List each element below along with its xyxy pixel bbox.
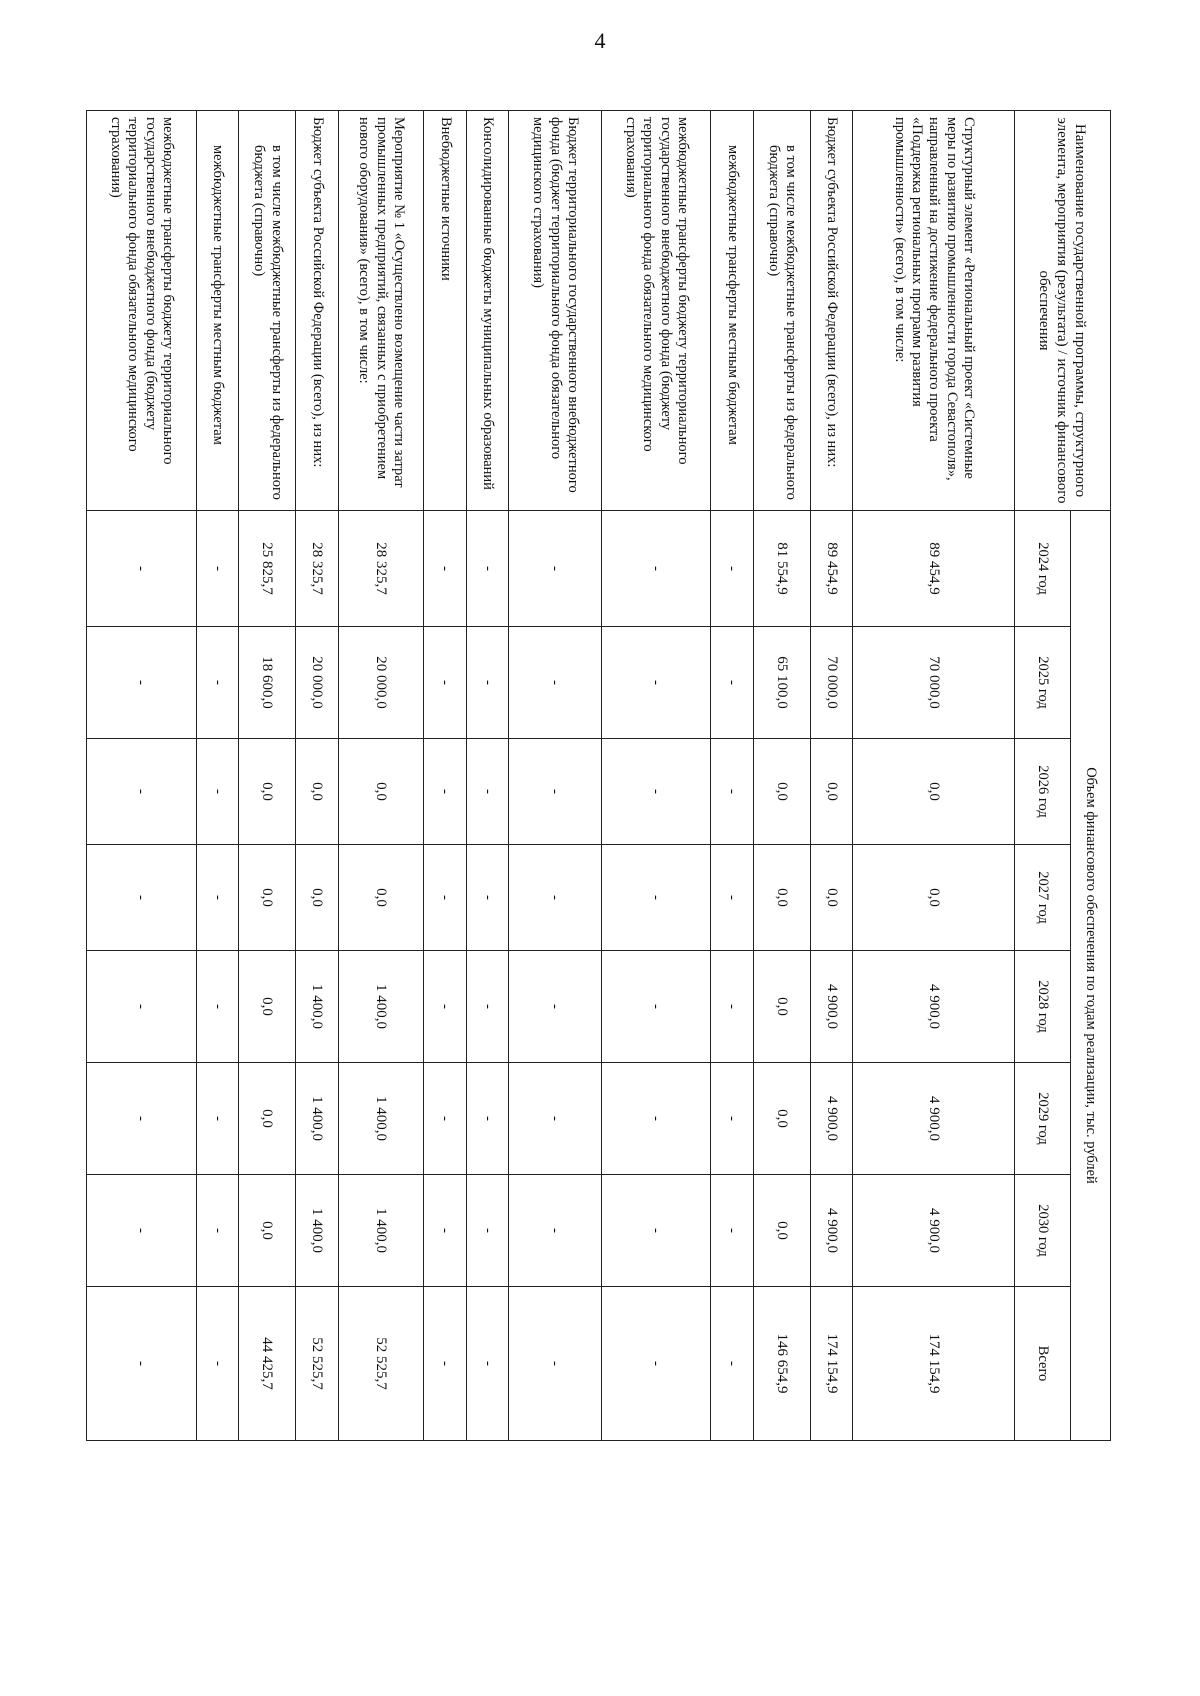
row-value: -	[601, 951, 711, 1063]
row-value: 70 000,0	[810, 627, 853, 739]
row-value: 1 400,0	[338, 1175, 423, 1287]
row-value: 20 000,0	[338, 627, 423, 739]
header-year-6: 2030 год	[1015, 1175, 1071, 1287]
row-value: 0,0	[239, 845, 296, 951]
row-value: -	[424, 511, 467, 627]
header-year-3: 2027 год	[1015, 845, 1071, 951]
row-value: -	[601, 739, 711, 845]
row-value: 4 900,0	[810, 1175, 853, 1287]
row-value: 20 000,0	[295, 627, 338, 739]
row-value: 0,0	[810, 739, 853, 845]
row-value: 174 154,9	[810, 1287, 853, 1441]
row-value: 0,0	[810, 845, 853, 951]
row-value: 0,0	[754, 1175, 811, 1287]
row-name: Внебюджетные источники	[424, 111, 467, 511]
table-row	[754, 111, 811, 1441]
header-year-1: 2025 год	[1015, 627, 1071, 739]
row-value: 1 400,0	[295, 951, 338, 1063]
row-value: 0,0	[754, 739, 811, 845]
table-row	[466, 111, 509, 1441]
rotated-table-container	[86, 110, 1111, 1440]
row-value: -	[601, 627, 711, 739]
row-value: -	[509, 1287, 601, 1441]
row-value: -	[711, 1063, 754, 1175]
row-value: -	[466, 739, 509, 845]
header-year-4: 2028 год	[1015, 951, 1071, 1063]
row-value: -	[196, 845, 239, 951]
row-value: 52 525,7	[295, 1287, 338, 1441]
row-name: в том числе межбюджетные трансферты из федерального бюджета (справочно)	[239, 111, 296, 511]
row-value: -	[509, 627, 601, 739]
row-value: -	[601, 511, 711, 627]
row-name: межбюджетные трансферты бюджету территориального государственного внебюджетного фонда (бюджету территориального фонда обязательного медицинского страхования)	[601, 111, 711, 511]
row-value: -	[711, 1175, 754, 1287]
row-value: 0,0	[239, 739, 296, 845]
row-value: -	[196, 627, 239, 739]
row-value: 0,0	[754, 845, 811, 951]
row-value: 0,0	[338, 739, 423, 845]
row-value: 28 325,7	[338, 511, 423, 627]
table-row	[87, 111, 197, 1441]
table-row	[711, 111, 754, 1441]
row-value: 25 825,7	[239, 511, 296, 627]
row-value: -	[424, 739, 467, 845]
table-row	[810, 111, 853, 1441]
row-name: Мероприятие № 1 «Осуществлено возмещение части затрат промышленных предприятий, связанных с приобретением нового оборудования» (всего), в том числе:	[338, 111, 423, 511]
row-value: 70 000,0	[853, 627, 1015, 739]
row-value: 4 900,0	[853, 1175, 1015, 1287]
row-value: 0,0	[295, 739, 338, 845]
row-name: Бюджет субъекта Российской Федерации (всего), из них:	[810, 111, 853, 511]
row-name: межбюджетные трансферты бюджету территориального государственного внебюджетного фонда (бюджету территориального фонда обязательного медицинского страхования)	[87, 111, 197, 511]
row-value: -	[509, 1063, 601, 1175]
row-value: 65 100,0	[754, 627, 811, 739]
row-value: -	[87, 1063, 197, 1175]
row-value: -	[87, 1175, 197, 1287]
row-name: межбюджетные трансферты местным бюджетам	[711, 111, 754, 511]
row-value: -	[509, 739, 601, 845]
row-value: 4 900,0	[810, 1063, 853, 1175]
row-value: -	[196, 511, 239, 627]
table-row	[196, 111, 239, 1441]
financing-table	[86, 110, 1111, 1441]
row-value: -	[466, 1287, 509, 1441]
table-row	[239, 111, 296, 1441]
row-name: Бюджет субъекта Российской Федерации (всего), из них:	[295, 111, 338, 511]
table-row	[295, 111, 338, 1441]
row-value: 1 400,0	[338, 951, 423, 1063]
row-value: -	[87, 511, 197, 627]
row-value: 0,0	[239, 951, 296, 1063]
row-value: -	[711, 1287, 754, 1441]
row-name: Консолидированные бюджеты муниципальных образований	[466, 111, 509, 511]
row-value: -	[509, 951, 601, 1063]
table-row	[424, 111, 467, 1441]
row-value: -	[711, 845, 754, 951]
row-value: 0,0	[338, 845, 423, 951]
row-value: -	[196, 951, 239, 1063]
row-value: 0,0	[754, 1063, 811, 1175]
row-value: -	[509, 845, 601, 951]
table-row	[601, 111, 711, 1441]
table-row	[509, 111, 601, 1441]
row-value: 4 900,0	[810, 951, 853, 1063]
row-value: -	[601, 1287, 711, 1441]
header-year-0: 2024 год	[1015, 511, 1071, 627]
row-value: 28 325,7	[295, 511, 338, 627]
row-value: 18 600,0	[239, 627, 296, 739]
header-year-2: 2026 год	[1015, 739, 1071, 845]
row-value: 0,0	[853, 845, 1015, 951]
row-value: 146 654,9	[754, 1287, 811, 1441]
row-value: 1 400,0	[295, 1175, 338, 1287]
row-value: 81 554,9	[754, 511, 811, 627]
row-value: 1 400,0	[295, 1063, 338, 1175]
row-value: 0,0	[239, 1175, 296, 1287]
row-value: 0,0	[295, 845, 338, 951]
row-value: -	[466, 951, 509, 1063]
row-value: -	[196, 1175, 239, 1287]
header-year-5: 2029 год	[1015, 1063, 1071, 1175]
row-value: -	[711, 739, 754, 845]
row-value: -	[509, 511, 601, 627]
row-value: -	[87, 951, 197, 1063]
row-value: 44 425,7	[239, 1287, 296, 1441]
row-value: 0,0	[853, 739, 1015, 845]
row-value: -	[711, 951, 754, 1063]
header-year-7: Всего	[1015, 1287, 1071, 1441]
row-value: -	[87, 845, 197, 951]
row-value: -	[196, 739, 239, 845]
row-value: 4 900,0	[853, 951, 1015, 1063]
row-value: 1 400,0	[338, 1063, 423, 1175]
header-name-column: Наименование государственной программы, структурного элемента, мероприятия (результата) / источник финансового обеспечения	[1015, 111, 1111, 511]
row-value: 52 525,7	[338, 1287, 423, 1441]
row-value: 89 454,9	[810, 511, 853, 627]
row-value: -	[509, 1175, 601, 1287]
row-name: Структурный элемент «Региональный проект «Системные меры по развитию промышленности города Севастополя», направленный на достижение федерального проекта «Поддержка региональных программ развития промышленности» (всего), в том числе:	[853, 111, 1015, 511]
row-value: -	[424, 1063, 467, 1175]
table-row	[853, 111, 1015, 1441]
row-value: -	[87, 739, 197, 845]
row-value: 4 900,0	[853, 1063, 1015, 1175]
row-value: -	[466, 1175, 509, 1287]
row-value: 89 454,9	[853, 511, 1015, 627]
row-value: -	[466, 511, 509, 627]
header-group: Объем финансового обеспечения по годам реализации, тыс. рублей	[1071, 511, 1111, 1441]
row-value: -	[466, 627, 509, 739]
row-name: в том числе межбюджетные трансферты из федерального бюджета (справочно)	[754, 111, 811, 511]
row-value: -	[87, 627, 197, 739]
row-value: 0,0	[239, 1063, 296, 1175]
row-value: -	[601, 1063, 711, 1175]
row-value: 174 154,9	[853, 1287, 1015, 1441]
row-value: -	[424, 627, 467, 739]
row-value: -	[196, 1063, 239, 1175]
row-value: -	[87, 1287, 197, 1441]
row-value: -	[424, 845, 467, 951]
row-value: -	[424, 951, 467, 1063]
row-value: 0,0	[754, 951, 811, 1063]
row-value: -	[601, 1175, 711, 1287]
row-name: межбюджетные трансферты местным бюджетам	[196, 111, 239, 511]
page-number: 4	[594, 28, 606, 53]
row-value: -	[601, 845, 711, 951]
row-value: -	[424, 1287, 467, 1441]
table-row	[338, 111, 423, 1441]
row-value: -	[711, 511, 754, 627]
row-value: -	[466, 1063, 509, 1175]
row-value: -	[711, 627, 754, 739]
row-name: Бюджет территориального государственного внебюджетного фонда (бюджет территориального фонда обязательного медицинского страхования)	[509, 111, 601, 511]
table-body	[87, 111, 1015, 1441]
row-value: -	[196, 1287, 239, 1441]
row-value: -	[466, 845, 509, 951]
row-value: -	[424, 1175, 467, 1287]
